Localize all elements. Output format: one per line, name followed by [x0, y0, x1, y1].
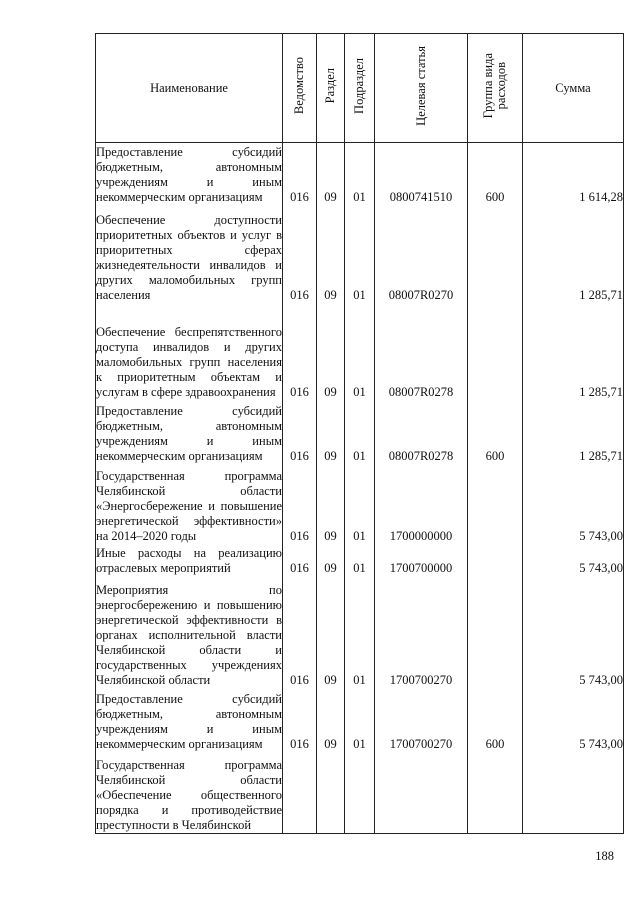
row-sum: 1 285,71: [523, 205, 624, 303]
row-target: 1700700000: [375, 544, 468, 576]
row-ministry: 016: [283, 303, 317, 400]
row-section: [317, 752, 345, 834]
row-target: 08007R0270: [375, 205, 468, 303]
row-target: 1700000000: [375, 464, 468, 544]
row-name: Предоставление субсидий бюджетным, автономным учреждениям и иным некоммерческим организациям: [96, 691, 282, 751]
row-subsection: 01: [345, 576, 375, 688]
table-header-row: [96, 34, 624, 143]
row-ministry: 016: [283, 688, 317, 752]
table-row: [96, 544, 624, 576]
table-row: [96, 464, 624, 544]
row-subsection: 01: [345, 688, 375, 752]
row-subsection: [345, 752, 375, 834]
row-sum: 1 285,71: [523, 303, 624, 400]
row-name: Иные расходы на реализацию отраслевых мероприятий: [96, 545, 282, 575]
row-ministry: [283, 752, 317, 834]
row-name: Государственная программа Челябинской области «Обеспечение общественного порядка и противодействие преступности в Челябинской: [96, 758, 282, 832]
row-ministry: 016: [283, 464, 317, 544]
page-number: 188: [595, 849, 614, 863]
table-row: [96, 400, 624, 464]
row-ministry: 016: [283, 143, 317, 205]
row-ministry: 016: [283, 400, 317, 464]
row-name: Государственная программа Челябинской области «Энергосбережение и повышение энергетической эффективности» на 2014–2020 годы: [96, 468, 282, 543]
table-row: [96, 576, 624, 688]
row-sum: 5 743,00: [523, 688, 624, 752]
row-subsection: 01: [345, 303, 375, 400]
header-sum: Сумма: [523, 34, 624, 143]
row-section: 09: [317, 303, 345, 400]
row-ministry: 016: [283, 205, 317, 303]
budget-table: [95, 33, 624, 834]
row-sum: 5 743,00: [523, 576, 624, 688]
row-group: [468, 544, 523, 576]
row-section: 09: [317, 400, 345, 464]
row-group: [468, 752, 523, 834]
row-subsection: 01: [345, 143, 375, 205]
row-group: [468, 303, 523, 400]
row-section: 09: [317, 464, 345, 544]
row-group: 600: [468, 688, 523, 752]
table-row: [96, 688, 624, 752]
row-name: Обеспечение беспрепятственного доступа инвалидов и других маломобильных групп населения к приоритетным объектам и услугам в сфере здравоохранения: [96, 324, 282, 399]
row-subsection: 01: [345, 400, 375, 464]
row-target: 08007R0278: [375, 303, 468, 400]
table-row: [96, 752, 624, 834]
row-ministry: 016: [283, 544, 317, 576]
table-row: [96, 303, 624, 400]
row-group: 600: [468, 143, 523, 205]
header-name: Наименование: [96, 34, 283, 143]
row-subsection: 01: [345, 464, 375, 544]
header-ministry: Ведомство: [283, 34, 317, 143]
row-subsection: 01: [345, 205, 375, 303]
row-sum: [523, 752, 624, 834]
row-group: [468, 464, 523, 544]
header-group: Группа вида расходов: [468, 34, 523, 143]
header-section: Раздел: [317, 34, 345, 143]
row-group: 600: [468, 400, 523, 464]
row-name: Предоставление субсидий бюджетным, автономным учреждениям и иным некоммерческим организациям: [96, 144, 282, 204]
row-group: [468, 205, 523, 303]
row-name: Предоставление субсидий бюджетным, автономным учреждениям и иным некоммерческим организациям: [96, 403, 282, 463]
row-target: 08007R0278: [375, 400, 468, 464]
row-subsection: 01: [345, 544, 375, 576]
row-sum: 1 285,71: [523, 400, 624, 464]
row-section: 09: [317, 544, 345, 576]
header-target: Целевая статья: [375, 34, 468, 143]
row-ministry: 016: [283, 576, 317, 688]
row-target: 1700700270: [375, 576, 468, 688]
header-subsection: Подраздел: [345, 34, 375, 143]
row-name: Мероприятия по энергосбережению и повышению энергетической эффективности в органах исполнительной власти Челябинской области и государственных учреждениях Челябинской области: [96, 582, 282, 687]
row-section: 09: [317, 143, 345, 205]
row-target: 0800741510: [375, 143, 468, 205]
row-target: [375, 752, 468, 834]
row-section: 09: [317, 576, 345, 688]
row-sum: 1 614,28: [523, 143, 624, 205]
row-target: 1700700270: [375, 688, 468, 752]
table-row: [96, 143, 624, 205]
row-name: Обеспечение доступности приоритетных объектов и услуг в приоритетных сферах жизнедеятельности инвалидов и других маломобильных групп населения: [96, 212, 282, 302]
row-sum: 5 743,00: [523, 464, 624, 544]
row-section: 09: [317, 688, 345, 752]
table-row: [96, 205, 624, 303]
row-group: [468, 576, 523, 688]
row-section: 09: [317, 205, 345, 303]
row-sum: 5 743,00: [523, 544, 624, 576]
